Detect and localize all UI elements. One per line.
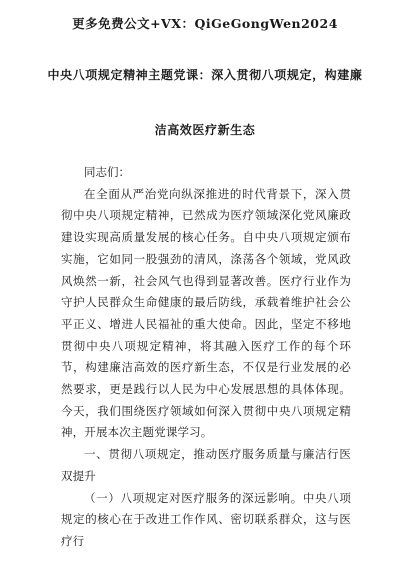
document-title-line-2: 洁高效医疗新生态	[154, 123, 256, 137]
subsection-paragraph-1: （一）八项规定对医疗服务的深远影响。中央八项规定的核心在于改进工作作风、密切联系群众，这与医疗行	[61, 490, 351, 548]
section-heading-1: 一、贯彻八项规定，推动医疗服务质量与廉洁行医双提升	[61, 447, 351, 483]
document-title-line-1: 中央八项规定精神主题党课：深入贯彻八项规定，构建廉	[47, 68, 363, 82]
document-body	[61, 162, 351, 553]
promo-header: 更多免费公文+VX：QiGeGongWen2024	[72, 16, 338, 31]
salutation: 同志们：	[84, 165, 130, 179]
body-paragraph-intro: 在全面从严治党向纵深推进的时代背景下，深入贯彻中央八项规定精神，已然成为医疗领域深化党风廉政建设实现高质量发展的核心任务。自中央八项规定颁布实施，它如同一股强劲的清风，涤荡各个领域，党风政风焕然一新，社会风气也得到显著改善。医疗行业作为守护人民群众生命健康的最后防线，承载着维护社会公平正义、增进人民福祉的重大使命。因此，坚定不移地贯彻中央八项规定精神，将其融入医疗工作的每个环节，构建廉洁高效的医疗新生态，不仅是行业发展的必然要求，更是践行以人民为中心发展思想的具体体现。今天，我们围绕医疗领域如何深入贯彻中央八项规定精神，开展本次主题党课学习。	[61, 186, 351, 440]
